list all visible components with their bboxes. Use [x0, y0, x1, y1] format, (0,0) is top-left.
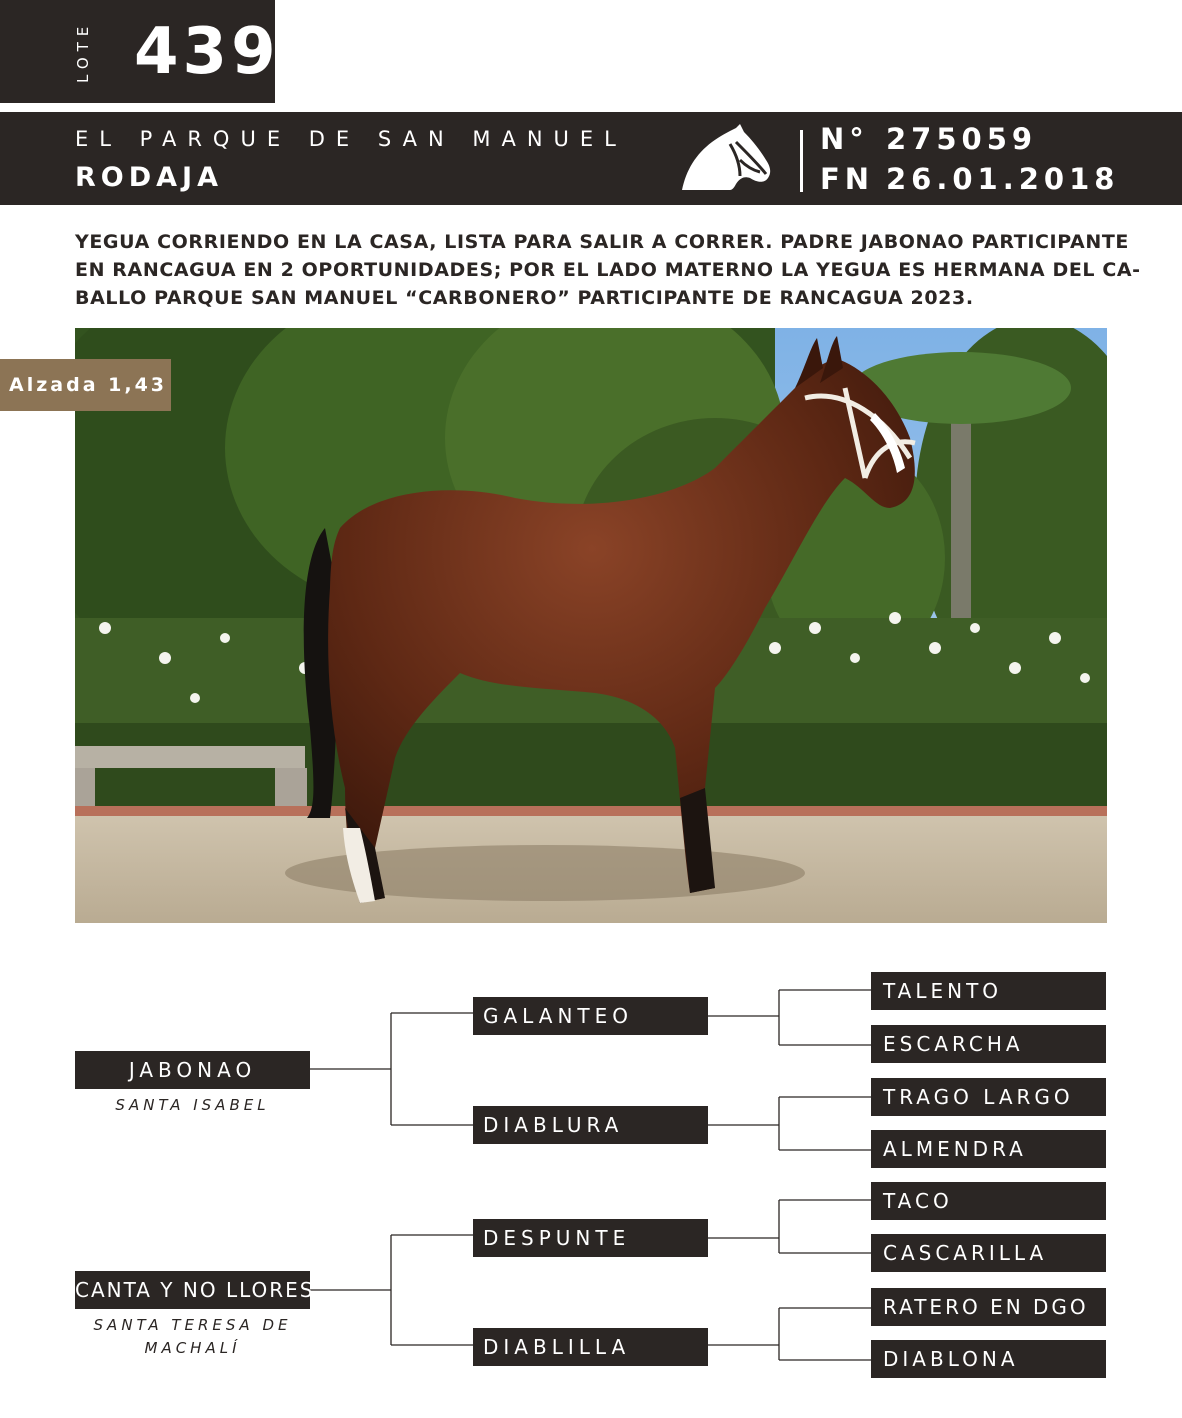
great-grandparent-box: ESCARCHA	[871, 1025, 1106, 1063]
registration-label: N°	[820, 122, 869, 156]
sire-name: JABONAO	[75, 1051, 310, 1089]
grandparent-box: DIABLILLA	[473, 1328, 708, 1366]
dam-name: CANTA Y NO LLORES	[75, 1271, 310, 1309]
header-divider	[800, 130, 803, 192]
sire-breeder: SANTA ISABEL	[115, 1096, 270, 1114]
grandparent-box: GALANTEO	[473, 997, 708, 1035]
great-grandparent-box: TALENTO	[871, 972, 1106, 1010]
grandparent-box: DESPUNTE	[473, 1219, 708, 1257]
horse-head-icon	[680, 124, 772, 192]
description-line: BALLO PARQUE SAN MANUEL “CARBONERO” PARTICIPANTE DE RANCAGUA 2023.	[75, 287, 974, 309]
birth-date-row	[820, 162, 1119, 196]
great-grandparent-box: TRAGO LARGO	[871, 1078, 1106, 1116]
registration-number: 275059	[886, 122, 1038, 156]
birth-date-label: FN	[820, 162, 875, 196]
horse-photo	[75, 328, 1107, 923]
height-badge: Alzada 1,43	[0, 359, 171, 411]
great-grandparent-box: RATERO EN DGO	[871, 1288, 1106, 1326]
great-grandparent-box: ALMENDRA	[871, 1130, 1106, 1168]
horse-name: RODAJA	[75, 162, 223, 193]
dam-breeder: SANTA TERESA DE	[93, 1316, 292, 1334]
grandparent-box: DIABLURA	[473, 1106, 708, 1144]
description-line: EN RANCAGUA EN 2 OPORTUNIDADES; POR EL LADO MATERNO LA YEGUA ES HERMANA DEL CA-	[75, 259, 1141, 281]
birth-date: 26.01.2018	[886, 162, 1120, 196]
lot-box	[0, 0, 280, 103]
breeder-name: EL PARQUE DE SAN MANUEL	[75, 127, 627, 151]
great-grandparent-box: TACO	[871, 1182, 1106, 1220]
dam-breeder: MACHALÍ	[144, 1339, 241, 1357]
lot-label: LOTE	[74, 20, 92, 84]
lot-number: 439	[134, 15, 280, 89]
great-grandparent-box: CASCARILLA	[871, 1234, 1106, 1272]
registration-row	[820, 122, 1037, 156]
description-line: YEGUA CORRIENDO EN LA CASA, LISTA PARA SALIR A CORRER. PADRE JABONAO PARTICIPANTE	[75, 231, 1129, 253]
description	[75, 228, 1141, 312]
great-grandparent-box: DIABLONA	[871, 1340, 1106, 1378]
header-band	[0, 112, 1182, 205]
